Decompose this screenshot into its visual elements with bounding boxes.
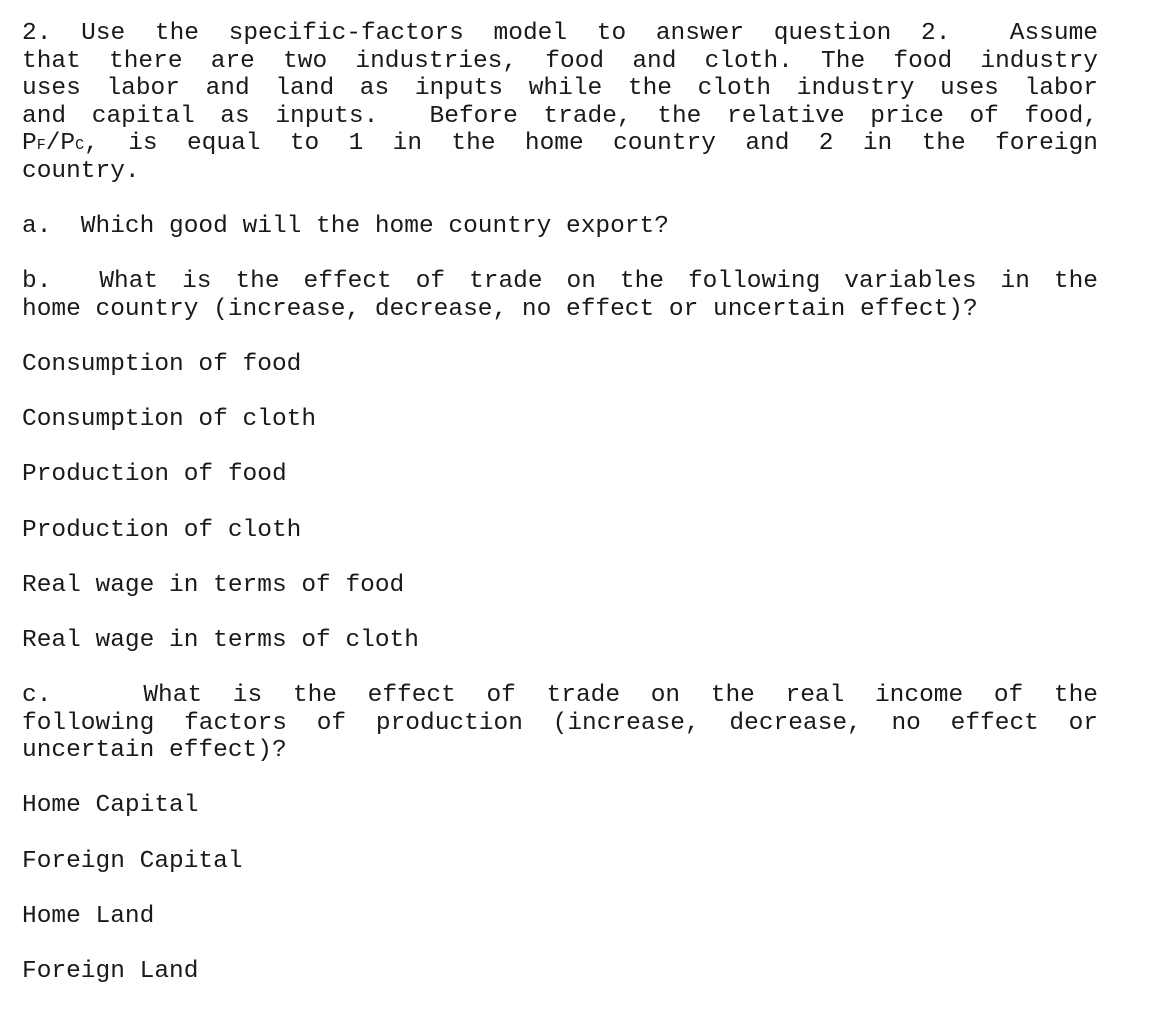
part-c-item-foreign-capital: Foreign Capital	[22, 848, 243, 875]
part-b-line-2: home country (increase, decrease, no effect or uncertain effect)?	[22, 295, 978, 323]
part-c-item-home-land: Home Land	[22, 903, 155, 930]
part-a-question: a. Which good will the home country export?	[22, 213, 669, 240]
question-line-5	[22, 130, 1098, 158]
part-b-line-1: b. What is the effect of trade on the following variables in the	[22, 268, 1098, 295]
price-symbol-cloth: /P	[45, 130, 76, 158]
part-c-line-1: c. What is the effect of trade on the real income of the	[22, 682, 1098, 709]
part-b-item-consumption-food: Consumption of food	[22, 351, 302, 378]
part-b-item-production-food: Production of food	[22, 461, 287, 488]
question-line-3: uses labor and land as inputs while the cloth industry uses labor	[22, 75, 1098, 103]
price-subscript-cloth: C	[75, 137, 85, 155]
question-line-2: that there are two industries, food and cloth. The food industry	[22, 47, 1098, 75]
part-b-item-real-wage-food: Real wage in terms of food	[22, 572, 405, 599]
question-line-6: country.	[22, 158, 140, 185]
price-symbol-food: P	[22, 130, 37, 158]
question-line-4: and capital as inputs. Before trade, the relative price of food,	[22, 102, 1098, 130]
part-b-item-consumption-cloth: Consumption of cloth	[22, 406, 317, 433]
part-c-line-2: following factors of production (increase, decrease, no effect or	[22, 709, 1098, 737]
price-ratio	[22, 130, 84, 158]
part-c-item-foreign-land: Foreign Land	[22, 958, 199, 985]
part-b-item-real-wage-cloth: Real wage in terms of cloth	[22, 627, 419, 654]
part-b-item-production-cloth: Production of cloth	[22, 517, 302, 544]
question-line-5-rest: , is equal to 1 in the home country and 2 in the foreign	[84, 130, 1098, 158]
part-c-item-home-capital: Home Capital	[22, 792, 199, 819]
part-c-line-3: uncertain effect)?	[22, 737, 287, 765]
question-line-1: 2. Use the specific-factors model to answer question 2. Assume	[22, 20, 1098, 47]
price-subscript-food: F	[36, 137, 46, 155]
